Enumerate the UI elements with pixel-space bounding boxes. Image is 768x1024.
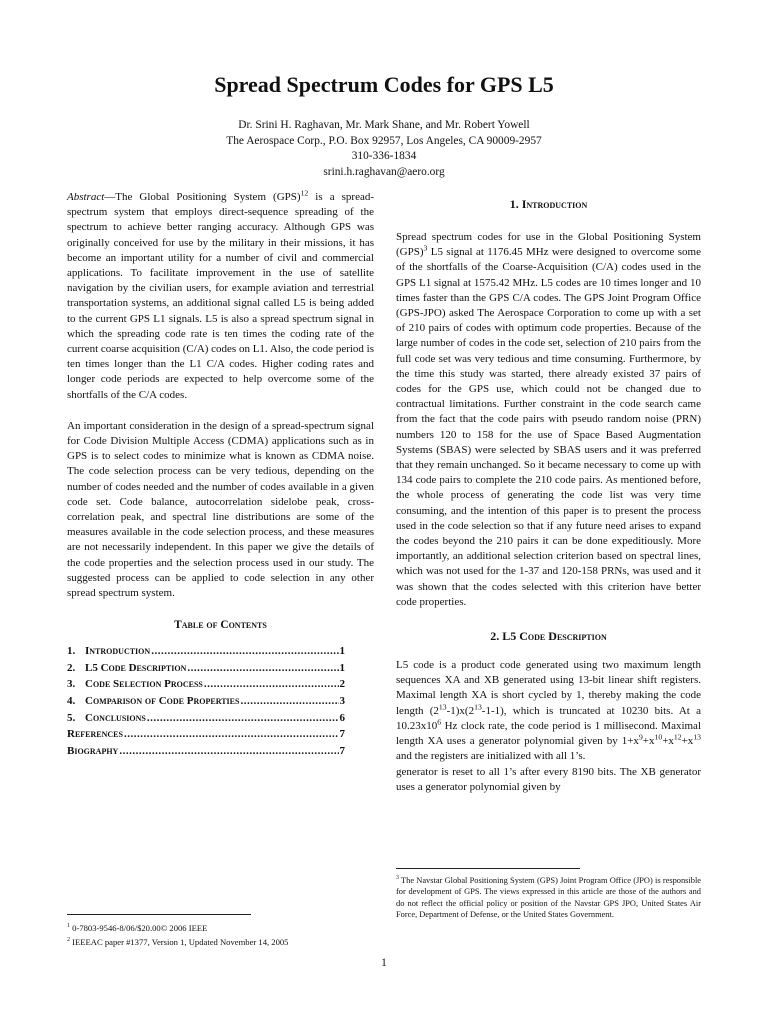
l5-text: Hz clock rate, the code period is 1 millisecond. Maximal length XA uses a generator polynomial given by 1+x — [396, 719, 701, 748]
author-email[interactable]: srini.h.raghavan@aero.org — [323, 165, 445, 178]
toc-item[interactable] — [67, 676, 345, 693]
right-column — [396, 190, 701, 795]
toc-item-page: 6 — [339, 711, 345, 724]
abstract-paragraph — [67, 190, 374, 403]
section-heading-introduction: 1. Introduction — [509, 197, 588, 211]
section-heading-l5-code: 2. L5 Code Description — [490, 629, 607, 644]
toc-leader-dots — [124, 726, 339, 743]
footnote-text: IEEEAC paper #1377, Version 1, Updated November 14, 2005 — [70, 937, 289, 947]
intro-text-lead: Spread spectrum codes for use in the Global Positioning System (GPS) — [396, 231, 701, 259]
toc-item[interactable] — [67, 643, 345, 660]
abstract-body: is a spread-spectrum system that employs direct-sequence spreading of the spectrum to achieve better ranging accuracy. Although GPS was originally conceived for use by the military in their missions, it has become an important utility for a number of civil and commercial applications. To facilitate improvement in the use of satellite navigation by the civilian users, for example aviation and terrestrial transportation systems, an additional signal called L5 is being added to the current GPS L1 signals. L5 is also a spread spectrum signal in which the spreading code rate is ten times the coding rate of the current coarse acquisition (C/A) codes on L1. Also, the code period is ten times longer than the L1 C/A codes. Higher coding rates and longer code periods are expected to help overcome some of the shortfalls of the C/A codes. — [67, 191, 375, 401]
l5-exponent: 12 — [673, 732, 682, 742]
toc-item-number: 2. — [67, 661, 76, 674]
l5-text: -1)x(2 — [446, 704, 475, 717]
abstract-paragraph-2: An important consideration in the design of a spread-spectrum signal for Code Division Multiple Access (CDMA) applications such as in GPS is to select codes to minimize what is known as CDMA noise. The code selection process can be very tedious, depending on the number of codes needed and the number of codes available in a given code set. Code balance, autocorrelation sidelobe peak, cross-correlation peak, and spectral line distributions are some of the measures available in the code selection process, and these measures are not necessarily independent. In this paper we give the details of the code properties and the selection process used in our study. The suggested process can be applied to code selection in any other spread spectrum system. — [67, 419, 374, 600]
abstract-footnote-mark: 12 — [300, 188, 309, 198]
toc-leader-dots — [119, 743, 338, 760]
toc-item[interactable] — [67, 693, 345, 710]
l5-text: and the registers are initialized with all 1’s. — [396, 750, 586, 763]
l5-exponent: 9 — [638, 732, 643, 742]
abstract-label: Abstract — [67, 191, 105, 203]
abstract-dash: — — [104, 191, 116, 203]
toc-item-label: Code Selection Process — [85, 678, 203, 691]
toc-item-label: Conclusions — [85, 711, 146, 724]
toc-item-label: References — [67, 728, 123, 741]
toc-leader-dots — [151, 643, 338, 660]
l5-text: +x — [662, 735, 674, 748]
toc-item-number: 1. — [67, 645, 76, 658]
toc-item[interactable] — [67, 660, 345, 677]
toc-leader-dots — [204, 676, 339, 693]
toc-heading: Table of Contents — [174, 619, 267, 632]
toc-item-label: L5 Code Description — [85, 661, 187, 674]
l5-paragraph-2: generator is reset to all 1’s after every 8190 bits. The XB generator uses a generator polynomial given by — [396, 765, 701, 793]
l5-exponent: 13 — [438, 702, 447, 712]
toc-item[interactable] — [67, 710, 345, 727]
l5-text: -1-1), which is truncated at 10230 bits. At a 10.23x10 — [396, 704, 701, 732]
toc-leader-dots — [187, 660, 338, 677]
toc-item-page: 3 — [339, 695, 345, 708]
footnote-mark: 1 — [67, 923, 71, 930]
l5-text: L5 code is a product code generated using two maximum length sequences XA and XB generated using 13-bit linear shift registers. Maximal length XA is short cycled by 1, thereby making the code length (2 — [396, 659, 701, 717]
toc-leader-dots — [147, 710, 339, 727]
toc-item-page: 1 — [339, 645, 345, 658]
toc-item[interactable] — [67, 726, 345, 743]
author-names: Dr. Srini H. Raghavan, Mr. Mark Shane, and Mr. Robert Yowell — [238, 119, 530, 131]
abstract-lead: The Global Positioning System (GPS) — [115, 191, 301, 203]
l5-text: +x — [681, 735, 694, 748]
toc-item-label: Introduction — [85, 645, 151, 658]
toc-leader-dots — [240, 693, 338, 710]
footnote-text: The Navstar Global Positioning System (GPS) Joint Program Office (JPO) is responsible for development of GPS. The views expressed in this article are those of the authors and do not reflect the official policy or position of the Navstar GPS JPO, United States Air Force, Department of Defense, or the United States Government. — [396, 876, 701, 920]
footnote-mark: 3 — [396, 875, 399, 882]
footnote-3 — [396, 875, 701, 921]
introduction-paragraph — [396, 230, 701, 610]
footnotes-left — [67, 914, 367, 949]
footnote-divider — [396, 868, 580, 869]
l5-exponent: 13 — [693, 732, 701, 742]
toc-item-page: 7 — [339, 728, 345, 741]
table-of-contents — [67, 643, 374, 759]
toc-item-page: 7 — [339, 744, 345, 757]
left-column — [67, 190, 374, 759]
footnote-mark: 2 — [67, 937, 71, 944]
toc-item-label: Comparison of Code Properties — [85, 695, 240, 708]
footnote-1 — [67, 921, 367, 935]
intro-text-body: L5 signal at 1176.45 MHz were designed to overcome some of the shortfalls of the Coarse-Acquisition (C/A) codes used in the GPS L1 signal at 1575.42 MHz. L5 codes are 10 times longer and 10 times faster than the GPS C/A codes. The GPS Joint Program Office (GPS-JPO) asked The Aerospace Corporation to come up with a set of 210 pairs of codes with optimum code properties. Because of the large number of codes in the code set, selection of 210 pairs from the full code set was very tedious and time consuming. Furthermore, by the time this study was started, there already existed 37 pairs of codes for the GPS use, which could not be changed due to contractual limitations. Further constraint in the code search came from the fact that the code pairs with pseudo random noise (PRN) numbers 120 to 158 for the use of Space Based Augmentation Systems (SBAS) were selected by SBAS users and it was preferred that they remain unchanged. So it became necessary to come up with 134 code pairs to complete the 210 code pairs. As mentioned before, the whole process of generating the code list was very time consuming, and the intention of this paper is to present the process used in the code selection so that if any future need arises to expand the codes beyond the 210 pairs it can be done expeditiously. More importantly, an additional selection criterion based on spectral lines, which was not used for the 1-37 and 120-158 PRNs, was used and it was shown that the codes selected with this criterion have better code properties. — [396, 246, 701, 608]
footnote-2 — [67, 935, 367, 949]
toc-item-number: 5. — [67, 711, 76, 724]
footnote-text: 0-7803-9546-8/06/$20.00© 2006 IEEE — [70, 923, 208, 933]
l5-exponent: 6 — [437, 717, 442, 727]
toc-item-page: 1 — [339, 661, 345, 674]
footnote-divider — [67, 914, 251, 915]
intro-footnote-mark: 3 — [423, 243, 428, 253]
toc-item-label: Biography — [67, 744, 119, 757]
l5-exponent: 10 — [654, 732, 663, 742]
page-number: 1 — [381, 957, 387, 969]
toc-item-number: 3. — [67, 678, 76, 691]
toc-item-page: 2 — [339, 678, 345, 691]
toc-item[interactable] — [67, 743, 345, 760]
author-phone: 310-336-1834 — [351, 150, 417, 162]
author-block — [0, 118, 768, 180]
l5-paragraph — [396, 658, 701, 764]
l5-exponent: 13 — [474, 702, 482, 712]
author-affiliation: The Aerospace Corp., P.O. Box 92957, Los Angeles, CA 90009-2957 — [226, 134, 542, 147]
paper-title: Spread Spectrum Codes for GPS L5 — [214, 72, 554, 97]
l5-text: +x — [642, 735, 655, 748]
footnote-right — [396, 868, 701, 921]
toc-item-number: 4. — [67, 695, 76, 708]
